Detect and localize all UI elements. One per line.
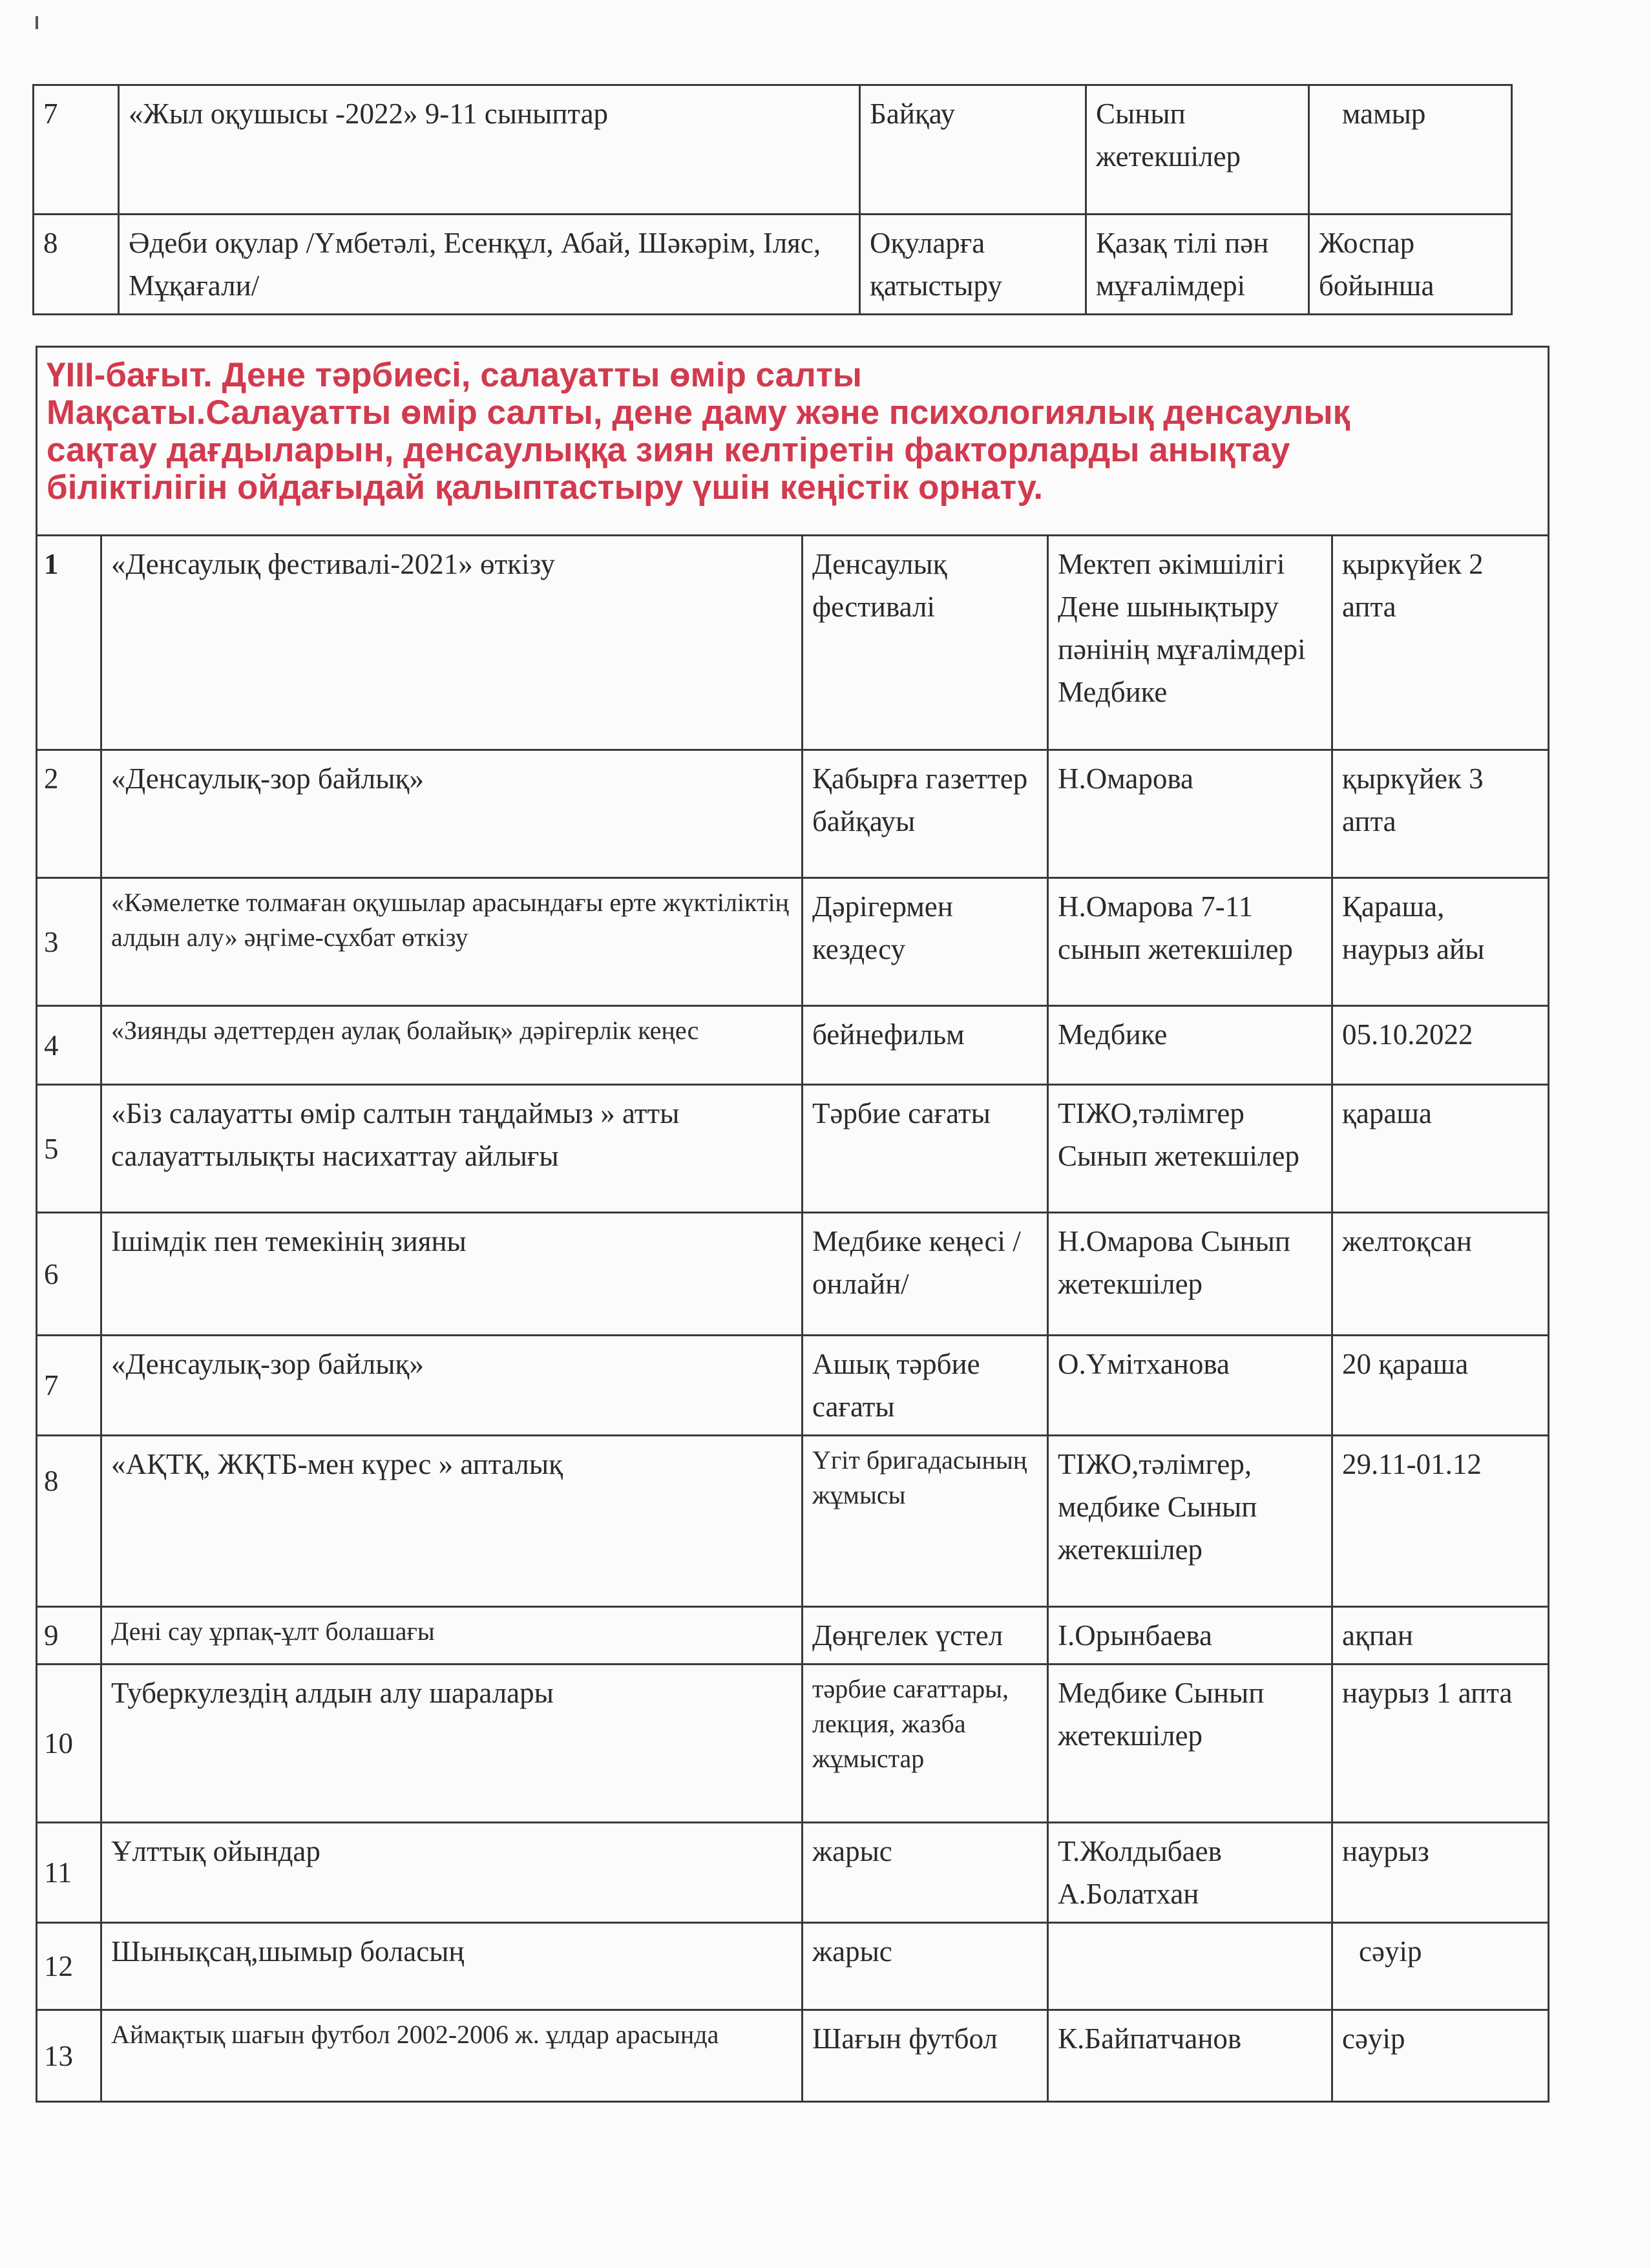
table-row [37,878,1549,1006]
table-row [37,1085,1549,1213]
event-form: Қабырға газеттер байқауы [803,750,1048,878]
event-date: 05.10.2022 [1332,1006,1549,1085]
event-name: Шынықсаң,шымыр боласың [101,1923,803,2010]
table-row [34,215,1512,315]
event-name: «Жыл оқушысы -2022» 9-11 сыныптар [119,85,860,215]
responsible [1048,1923,1332,2010]
event-name: «АҚТҚ, ЖҚТБ-мен күрес » апталық [101,1436,803,1607]
table-row [37,1664,1549,1823]
section-goal-line-3: біліктілігін ойдағыдай қалыптастыру үшін кеңістік орнату. [47,468,1044,507]
event-date: Қараша, наурыз айы [1332,878,1549,1006]
health-section-table [36,346,1549,2103]
section-header [37,347,1549,536]
event-date: ақпан [1332,1607,1549,1664]
top-activity-table [32,84,1513,315]
event-date: қыркүйек 2 апта [1332,536,1549,750]
event-name: «Зиянды әдеттерден аулақ болайық» дәрігерлік кеңес [101,1006,803,1085]
event-date: Жоспар бойынша [1309,215,1512,315]
row-number: 7 [37,1336,101,1436]
table-row [37,536,1549,750]
scan-mark [36,16,38,29]
event-date: наурыз 1 апта [1332,1664,1549,1823]
responsible: Т.Жолдыбаев А.Болатхан [1048,1823,1332,1923]
row-number-8: 8 [44,1465,59,1497]
event-form: Шағын футбол [803,2010,1048,2102]
table-row [37,1006,1549,1085]
responsible: Медбике [1048,1006,1332,1085]
responsible: І.Орынбаева [1048,1607,1332,1664]
responsible: Н.Омарова 7-11 сынып жетекшілер [1048,878,1332,1006]
event-date: қараша [1332,1085,1549,1213]
row-number: 10 [37,1664,101,1823]
row-number: 7 [34,85,119,215]
event-date: сәуір [1332,2010,1549,2102]
responsible: ТІЖО,тәлімгер, медбике Сынып жетекшілер [1048,1436,1332,1607]
row-number: 6 [37,1213,101,1336]
event-form: Байқау [860,85,1086,215]
table-row [34,85,1512,215]
event-date: сәуір [1332,1923,1549,2010]
event-form: жарыс [803,1923,1048,2010]
row-number [37,1436,101,1607]
table-row [37,1213,1549,1336]
section-title: ҮІІІ-бағыт. Дене тәрбиесі, салауатты өмір салты [47,356,863,394]
event-form: Медбике кеңесі /онлайн/ [803,1213,1048,1336]
event-name: «Денсаулық фестивалі-2021» өткізу [101,536,803,750]
event-name: Аймақтық шағын футбол 2002-2006 ж. ұлдар арасында [101,2010,803,2102]
responsible: Медбике Сынып жетекшілер [1048,1664,1332,1823]
event-name: «Денсаулық-зор байлық» [101,1336,803,1436]
responsible: Н.Омарова Сынып жетекшілер [1048,1213,1332,1336]
section-header-row [37,347,1549,536]
row-number: 1 [37,536,101,750]
section-goal-line-2: сақтау дағдыларын, денсаулыққа зиян келтіретін факторларды анықтау [47,431,1290,469]
event-form: Үгіт бригадасының жұмысы [803,1436,1048,1607]
event-name: Ішімдік пен темекінің зияны [101,1213,803,1336]
event-form: Тәрбие сағаты [803,1085,1048,1213]
event-name: Туберкулездің алдын алу шаралары [101,1664,803,1823]
event-form: бейнефильм [803,1006,1048,1085]
responsible: ТІЖО,тәлімгер Сынып жетекшілер [1048,1085,1332,1213]
event-date: 20 қараша [1332,1336,1549,1436]
event-date: 29.11-01.12 [1332,1436,1549,1607]
event-date: қыркүйек 3 апта [1332,750,1549,878]
row-number: 12 [37,1923,101,2010]
table-row [37,1923,1549,2010]
event-name: Ұлттық ойындар [101,1823,803,1923]
row-number: 11 [37,1823,101,1923]
row-number: 4 [37,1006,101,1085]
table-row [37,750,1549,878]
section-goal-line-1: Мақсаты.Салауатты өмір салты, дене даму және психологиялық денсаулық [47,394,1350,432]
row-number: 3 [37,878,101,1006]
row-number: 5 [37,1085,101,1213]
event-date: мамыр [1309,85,1512,215]
row-number: 8 [34,215,119,315]
table-row [37,1336,1549,1436]
event-form: жарыс [803,1823,1048,1923]
responsible: К.Байпатчанов [1048,2010,1332,2102]
event-name: Әдеби оқулар /Үмбетәлі, Есенқұл, Абай, Шәкәрім, Іляс, Мұқағали/ [119,215,860,315]
event-date: наурыз [1332,1823,1549,1923]
event-form: тәрбие сағаттары, лекция, жазба жұмыстар [803,1664,1048,1823]
event-form: Дөңгелек үстел [803,1607,1048,1664]
event-date: желтоқсан [1332,1213,1549,1336]
event-name: «Кәмелетке толмаған оқушылар арасындағы ерте жүктіліктің алдын алу» әңгіме-сұхбат өткізу [101,878,803,1006]
event-form: Дәрігермен кездесу [803,878,1048,1006]
table-row [37,2010,1549,2102]
row-number: 9 [37,1607,101,1664]
row-number: 2 [37,750,101,878]
table-row [37,1823,1549,1923]
responsible: Мектеп әкімшілігі Дене шынықтыру пәнінің мұғалімдері Медбике [1048,536,1332,750]
event-form: Ашық тәрбие сағаты [803,1336,1048,1436]
event-name: «Біз салауатты өмір салтын таңдаймыз » атты салауаттылықты насихаттау айлығы [101,1085,803,1213]
event-name: «Денсаулық-зор байлық» [101,750,803,878]
row-number: 13 [37,2010,101,2102]
table-row [37,1436,1549,1607]
responsible: Сынып жетекшілер [1086,85,1309,215]
table-row [37,1607,1549,1664]
event-form: Оқуларға қатыстыру [860,215,1086,315]
event-name: Дені сау ұрпақ-ұлт болашағы [101,1607,803,1664]
event-form: Денсаулық фестивалі [803,536,1048,750]
responsible: Қазақ тілі пән мұғалімдері [1086,215,1309,315]
responsible: Н.Омарова [1048,750,1332,878]
responsible: О.Үмітханова [1048,1336,1332,1436]
